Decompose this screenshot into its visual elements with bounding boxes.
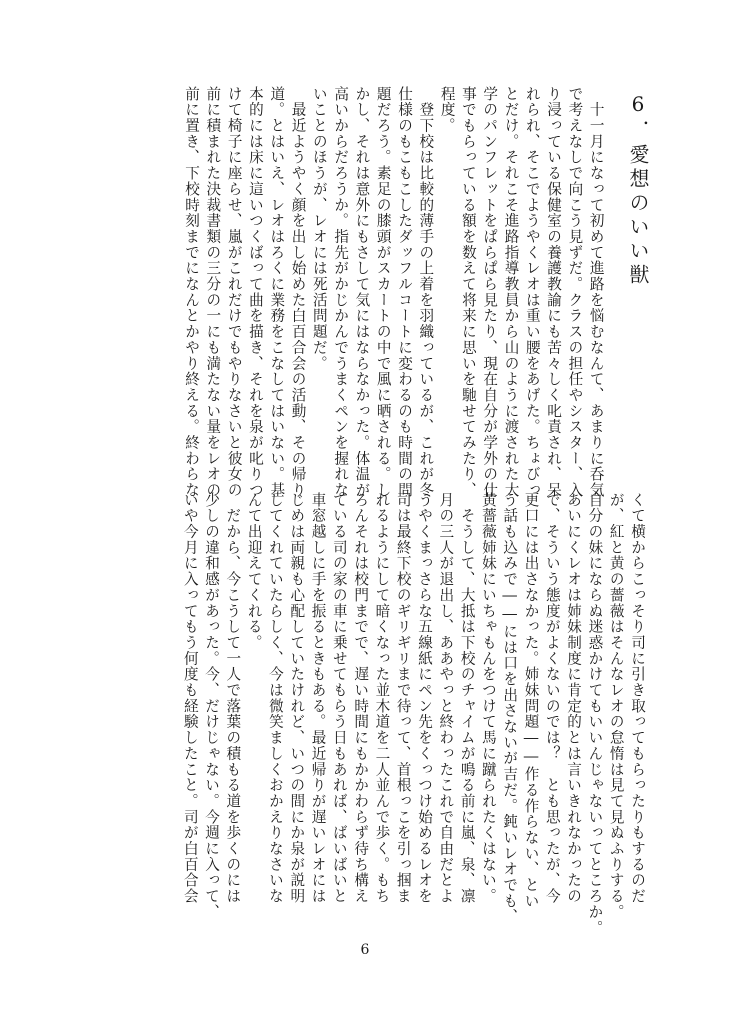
text-line: 学のパンフレットをぱらぱら見たり、現在自分が学外の仕 xyxy=(481,86,499,499)
text-line: 更口には出さなかった。姉妹問題――作る作らない、とい xyxy=(522,492,540,909)
text-line: 司は最終下校のギリギリまで待って、首根っこを引っ掴ま xyxy=(394,492,412,905)
text-line: かし、それは意外にもさして気にはならなかった。体温が xyxy=(353,86,371,499)
text-line: 少しの違和感があった。今、だけじゃない。今週に入って、 xyxy=(203,492,221,920)
text-line: じめは両親も心配していたけれど、いつの間にか泉が説明 xyxy=(288,492,306,905)
text-line: 前に置き、下校時刻までになんとかやり終える。終わらな xyxy=(183,86,201,499)
text-line: してくれていたらしく、今は微笑ましくおかえりなさいな xyxy=(266,492,284,905)
text-line: うやくまっさらな五線紙にペン先をくっつけ始めるレオを xyxy=(416,492,434,905)
text-line: 程度。 xyxy=(438,86,456,134)
text-line: 十一月になって初めて進路を悩むなんて、あまりに呑気 xyxy=(587,86,605,499)
text-line: が、紅と黄の薔薇はそんなレオの怠惰は見て見ぬふりする。 xyxy=(607,492,625,920)
text-line: 自分の妹にならぬ迷惑かけてもいいんじゃないってところか。 xyxy=(586,492,604,936)
text-line: 登下校は比較的薄手の上着を羽織っているが、これが冬 xyxy=(417,86,435,499)
text-line: で考えなしで向こう見ずだ。クラスの担任やシスター、入 xyxy=(566,86,584,499)
text-line: 車窓越しに手を振るときもある。最近帰りが遅いレオには xyxy=(309,492,327,905)
text-line: り浸っている保健室の養護教諭にも苦々しく叱責され、呆 xyxy=(545,86,563,499)
text-line: そうして、大抵は下校のチャイムが鳴る前に嵐、泉、凛 xyxy=(458,492,476,905)
text-line: ている司の家の車に乗せてもらう日もあれば、ばいばいと xyxy=(330,492,348,905)
upper-text-block xyxy=(136,86,650,499)
lower-text-block xyxy=(136,492,648,936)
text-line: 月の三人が退出し、ああやっと終わったこれで自由だとよ xyxy=(437,492,455,905)
text-line: 前に積まれた決裁書類の三分の一にも満たない量をレオの xyxy=(204,86,222,499)
text-line: で、そういう態度がよくないのでは？ とも思ったが、今 xyxy=(543,492,561,905)
text-line: くて横からこっそり司に引き取ってもらったりもするのだ xyxy=(629,492,646,905)
text-line: 高いからだろうか。指先がかじかんでうまくペンを握れな xyxy=(332,86,350,499)
text-line: れるようにして暗くなった並木道を二人並んで歩く。もち xyxy=(373,492,391,905)
text-line: れられ、そこでようやくレオは重い腰をあげた。ちょびっ xyxy=(523,86,541,499)
text-line: とだけ。それこそ進路指導教員から山のように渡された大 xyxy=(502,86,520,499)
text-line: だから、今こうして一人で落葉の積もる道を歩くのには xyxy=(224,492,242,905)
text-line: 題だろう。素足の膝頭がスカートの中で風に晒される。し xyxy=(374,86,392,499)
text-line: 事でもらっている額を数えて将来に思いを馳せてみたり、 xyxy=(459,86,477,499)
text-line: んて出迎えてくれる。 xyxy=(245,492,263,651)
text-line: 仕様のもこもこしたダッフルコートに変わるのも時間の問 xyxy=(396,86,414,499)
text-line: 道。とはいえ、レオはろくに業務をこなしてはいない。基 xyxy=(268,86,286,499)
text-line: けて椅子に座らせ、嵐がこれだけでもやりなさいと彼女の xyxy=(225,86,243,499)
chapter-title: 6．愛想のいい獣 xyxy=(626,92,650,288)
text-line: あいにくレオは姉妹制度に肯定的とは言いきれなかったの xyxy=(565,492,583,905)
text-line: 最近ようやく顔を出し始めた白百合会の活動、その帰り xyxy=(289,86,307,499)
page-number: 6 xyxy=(360,942,370,958)
text-line: ろんそれは校門までで、遅い時間にもかかわらず待ち構え xyxy=(352,492,370,905)
text-line: いや今月に入ってもう何度も経験したこと。司が白百合会 xyxy=(181,492,199,905)
text-line: う話も込みで――には口を出さないが吉だ。鈍いレオでも、 xyxy=(501,492,519,925)
text-line: 黄薔薇姉妹にいちゃもんをつけて馬に蹴られたくはない。 xyxy=(479,492,497,905)
text-line: いことのほうが、レオには死活問題だ。 xyxy=(310,86,328,372)
text-line: 本的には床に這いつくばって曲を描き、それを泉が叱りつ xyxy=(246,86,264,499)
